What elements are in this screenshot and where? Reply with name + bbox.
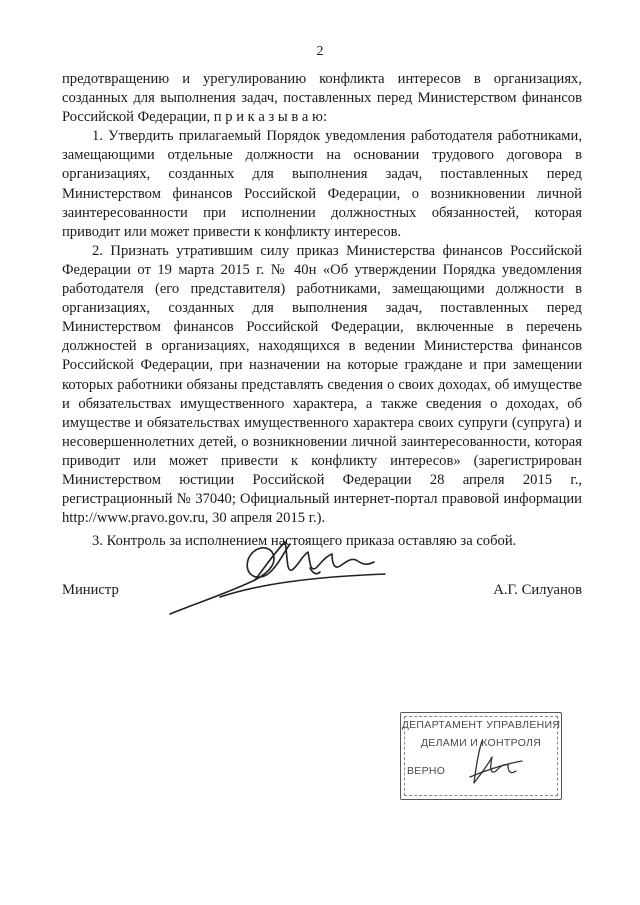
signature-row [62, 582, 582, 612]
intro-paragraph [62, 70, 582, 127]
minister-label: Министр [62, 582, 119, 598]
page-number: 2 [316, 44, 324, 59]
stamp-signature [460, 735, 530, 790]
stamp-line-verified: ВЕРНО [407, 765, 446, 777]
intro-text: предотвращению и урегулированию конфликта интересов в организациях, созданных для выполнения задач, поставленных перед Министерством финансов Российской Федерации, [62, 71, 582, 126]
item-2-paragraph: 2. Признать утратившим силу приказ Министерства финансов Российской Федерации от 19 марта 2015 г. № 40н «Об утверждении Порядка уведомления работодателя (его представителя) работниками, замещающими должности в организациях, созданных для выполнения задач, поставленных перед Министерством финансов Российской Федерации, включенные в перечень должностей в организациях, находящихся в ведении Министерства финансов Российской Федерации, при назначении на которые граждане и при замещении которых работники обязаны представлять сведения о своих доходах, об имуществе и обязательствах имущественного характера, а также сведения о доходах, об имуществе и обязательствах имущественного характера своих супруги (супруга) и несовершеннолетних детей, о возникновении личной заинтересованности, которая приводит или может привести к конфликту интересов» (зарегистрирован Министерством юстиции Российской Федерации 28 апреля 2015 г., регистрационный № 37040; Официальный интернет-портал правовой информации http://www.pravo.gov.ru, 30 апреля 2015 г.). [62, 242, 582, 527]
document-body [62, 70, 582, 551]
stamp-line-control: ДЕЛАМИ И КОНТРОЛЯ [420, 737, 542, 749]
stamp-line-department: ДЕПАРТАМЕНТ УПРАВЛЕНИЯ [401, 719, 561, 731]
item-3-paragraph: 3. Контроль за исполнением настоящего приказа оставляю за собой. [92, 533, 517, 550]
item-1-paragraph: 1. Утвердить прилагаемый Порядок уведомления работодателя работниками, замещающими отдельные должности на основании трудового договора в организациях, созданных для выполнения задач, поставленных перед Министерством финансов Российской Федерации, о возникновении личной заинтересованности при исполнении должностных обязанностей, которая приводит или может привести к конфликту интересов. [62, 128, 582, 240]
order-word: п р и к а з ы в а ю: [213, 109, 328, 126]
minister-name: А.Г. Силуанов [493, 582, 582, 598]
